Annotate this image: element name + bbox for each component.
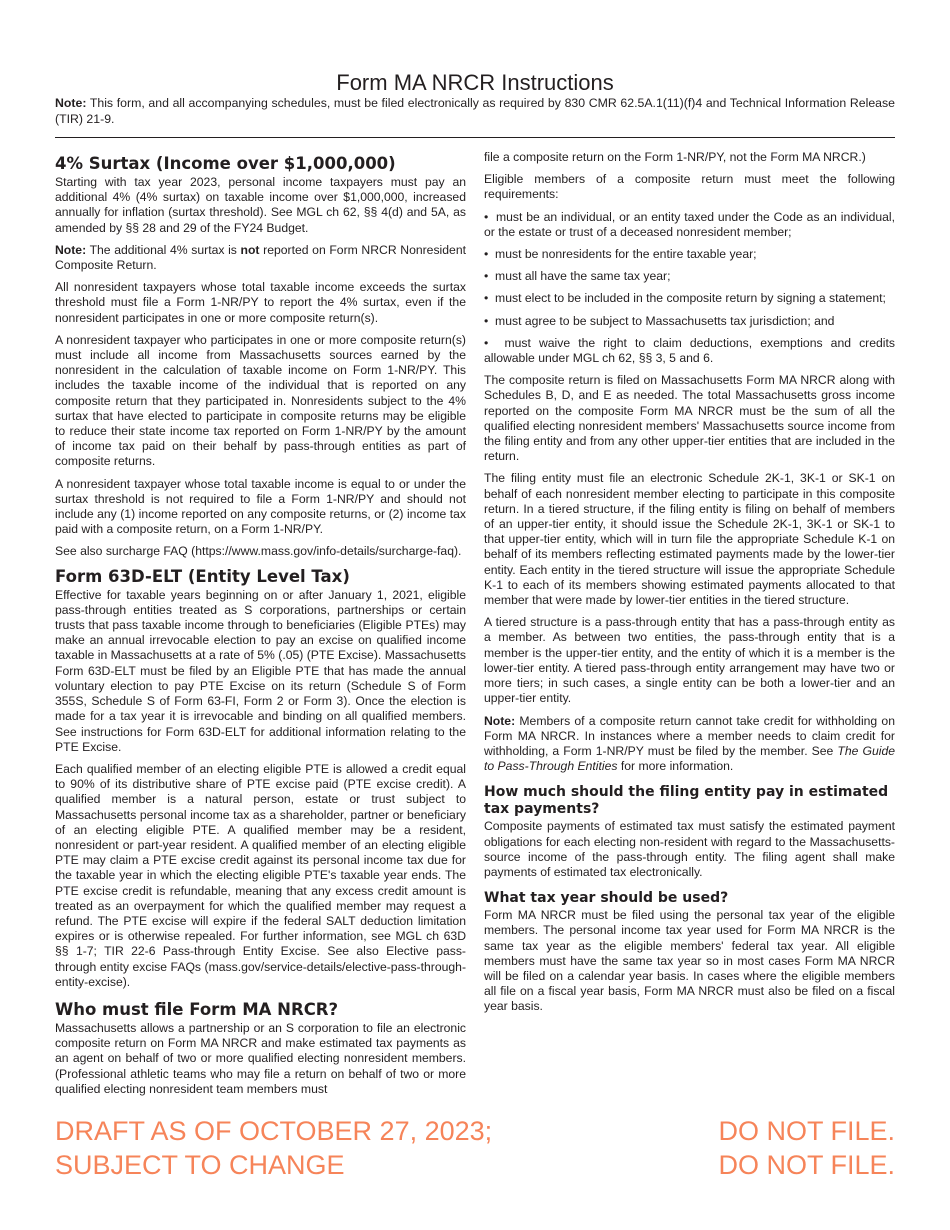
paragraph: All nonresident taxpayers whose total taxable income exceeds the surtax threshold must file a Form 1-NR/PY to report the 4% surtax, even if the nonresident participates in one or more composite return(s). (55, 280, 466, 325)
paragraph: A nonresident taxpayer who participates in one or more composite return(s) must include all income from Massachusetts sources earned by the nonresident in the calculation of taxable income on Form 1-NR/PY. This includes the taxable income of the individual that is reported on any composite return that they participated in. Nonresidents subject to the 4% surtax that have elected to participate in composite returns may be eligible to reduce their state income tax reported on Form 1-NR/PY by the amount of income tax paid on their behalf by pass-through entities as part of composite returns. (55, 332, 466, 469)
note-text: This form, and all accompanying schedules, must be filed electronically as required by 830 CMR 62.5A.1(11)(f)4 and Technical Information Release (TIR) 21-9. (55, 96, 895, 126)
paragraph: Each qualified member of an electing eligible PTE is allowed a credit equal to 90% of its distributive share of PTE excise paid (PTE excise credit). A qualified member is a natural person, estate or trust subject to Massachusetts personal income tax as a shareholder, partner or beneficiary of an electing eligible PTE. A qualified member may be a resident, nonresident or part-year resident. A qualified member of an electing eligible PTE may claim a PTE excise credit against its personal income tax due for the taxable year in which the electing eligible PTE's taxable year ends. The PTE excise credit is refundable, meaning that any excess credit amount is treated as an overpayment for which the qualified member may request a refund. The PTE excise will expire if the federal SALT deduction limitation expires or is otherwise repealed. For further information, see MGL ch 63D §§ 1-7; TIR 22-6 Pass-through Entity Excise. See also Elective pass-through entity excise FAQs (mass.gov/service-details/elective-pass-through-entity-excise). (55, 761, 466, 989)
section-heading-surtax: 4% Surtax (Income over $1,000,000) (55, 154, 396, 173)
paragraph: file a composite return on the Form 1-NR/PY, not the Form MA NRCR.) (484, 150, 866, 164)
bullet-text: must waive the right to claim deductions, exemptions and credits allowable under MGL ch 62, §§ 3, 5 and 6. (484, 335, 895, 366)
paragraph: A nonresident taxpayer whose total taxable income is equal to or under the surtax threshold is not required to file a Form 1-NR/PY and should not include any (1) income reported on any composite returns, or (2) income tax paid with a composite return, on a Form 1-NR/PY. (55, 476, 466, 537)
paragraph: See also surcharge FAQ (https://www.mass.gov/info-details/surcharge-faq). (55, 544, 462, 559)
text: for more information. (617, 759, 734, 774)
bullet-text: must be nonresidents for the entire taxable year; (495, 247, 757, 262)
bullet-item: • must be nonresidents for the entire taxable year; (484, 247, 757, 262)
section-heading-who-must-file: Who must file Form MA NRCR? (55, 999, 339, 1019)
paragraph: Composite payments of estimated tax must satisfy the estimated payment obligations for each electing non-resident with regard to the Massachusetts-source income of the pass-through entity. The filing agent shall make payments of estimated tax electronically. (484, 819, 895, 879)
note-label: Note: (55, 96, 87, 110)
bullet-text: must be an individual, or an entity taxed under the Code as an individual, or the estate or trust of a deceased nonresident member; (484, 209, 895, 239)
watermark-do-not-file-1: DO NOT FILE. (718, 1115, 895, 1146)
paragraph: Massachusetts allows a partnership or an S corporation to file an electronic composite return on Form MA NRCR and make estimated tax payments as an agent on behalf of two or more qualified electing nonresident members. (Professional athletic teams who may file a return on behalf of two or more qualified electing nonresident team members must (55, 1020, 466, 1096)
right-column (484, 150, 895, 1022)
bullet-text: must agree to be subject to Massachusetts tax jurisdiction; and (495, 313, 835, 328)
paragraph: Eligible members of a composite return must meet the following requirements: (484, 172, 895, 202)
watermark (55, 1114, 895, 1182)
paragraph: Effective for taxable years beginning on or after January 1, 2021, eligible pass-through entities treated as S corporations, partnerships or certain trusts that pass taxable income through to beneficiaries (Eligible PTEs) may make an annual irrevocable election to pay an excise on qualified income taxable in Massachusetts at a rate of 5% (.05) (PTE Excise). Massachusetts Form 63D-ELT must be filed by an Eligible PTE that has made the annual voluntary election to pay PTE Excise on its return (Schedule S of Form 355S, Schedule S of Form 63-FI, Form 2 or Form 3). Once the election is made for a tax year it is irrevocable and binding on all qualified members. See instructions for Form 63D-ELT for additional information relating to the PTE Excise. (55, 587, 466, 754)
bullet-item: • must waive the right to claim deductions, exemptions and credits allowable under MGL ch 62, §§ 3, 5 and 6. (484, 335, 895, 366)
section-heading-estimated-payments: How much should the filing entity pay in estimated tax payments? (484, 784, 889, 818)
divider (55, 137, 895, 138)
bullet-text: must elect to be included in the composite return by signing a statement; (495, 291, 886, 306)
note-paragraph (55, 243, 466, 273)
guide-title: The Guide to Pass-Through Entities (484, 743, 895, 774)
paragraph: A tiered structure is a pass-through entity that has a pass-through entity as a member. As between two entities, the pass-through entity that is a member is the upper-tier entity, and the entity of which it is a member is the lower-tier entity. A tiered pass-through entity arrangement may have two or more tiers; in such cases, a single entity can be both a lower-tier and an upper-tier entity. (484, 615, 895, 706)
section-heading-63d-elt: Form 63D-ELT (Entity Level Tax) (55, 566, 350, 586)
watermark-do-not-file-2: DO NOT FILE. (718, 1149, 895, 1180)
page-title: Form MA NRCR Instructions (336, 70, 614, 95)
left-column (55, 150, 466, 1104)
text: The additional 4% surtax is (86, 242, 241, 257)
note-paragraph (484, 714, 895, 775)
section-heading-tax-year: What tax year should be used? (484, 890, 729, 907)
paragraph: The filing entity must file an electronic Schedule 2K-1, 3K-1 or SK-1 on behalf of each nonresident member electing to participate in this composite return. In a tiered structure, if the filing entity is filing on behalf of members of an upper-tier entity, it should issue the Schedule 2K-1, 3K-1 or SK-1 to that upper-tier entity, which will in turn file the appropriate Schedule K-1 on behalf of its members reflecting estimated payments made by the lower-tier entity. Each entity in the tiered structure will issue the appropriate Schedule K-1 to each of its members showing estimated payments allocated to that member that were made by lower-tier entities in the tiered structure. (484, 471, 895, 608)
bullet-text: must all have the same tax year; (495, 269, 671, 284)
text: Members of a composite return cannot take credit for withholding on Form MA NRCR. In instances where a member needs to claim credit for withholding, a Form 1-NR/PY must be filed by the member. See (484, 713, 895, 758)
columns (55, 150, 895, 1104)
bullet-item: • must all have the same tax year; (484, 269, 671, 284)
watermark-subject-to-change: SUBJECT TO CHANGE (55, 1149, 345, 1180)
bullet-item: • must elect to be included in the composite return by signing a statement; (484, 291, 886, 306)
watermark-draft-date: DRAFT AS OF OCTOBER 27, 2023; (55, 1115, 493, 1146)
note-label: Note: (55, 242, 87, 257)
paragraph: The composite return is filed on Massachusetts Form MA NRCR along with Schedules B, D, and E as needed. The total Massachusetts gross income reported on the composite Form MA NRCR must be the sum of all the qualified electing nonresident members' Massachusetts source income from the filing entity and from any other upper-tier entities that are included in the return. (484, 373, 895, 464)
watermark-row (55, 1114, 895, 1148)
bullet-item: • must agree to be subject to Massachusetts tax jurisdiction; and (484, 313, 835, 328)
emphasis: not (240, 242, 260, 257)
paragraph: Form MA NRCR must be filed using the personal tax year of the eligible members. The personal income tax year used for Form MA NRCR is the same tax year as the eligible members' federal tax year. All eligible members must have the same tax year so in most cases Form MA NRCR will be filed on a calendar year basis. In cases where the eligible members all file on a fiscal year basis, Form MA NRCR must also be filed on a fiscal year basis. (484, 908, 895, 1014)
note-label: Note: (484, 713, 516, 728)
paragraph: Starting with tax year 2023, personal income taxpayers must pay an additional 4% (4% surtax) on taxable income over $1,000,000, increased annually for inflation (surtax threshold). See MGL ch 62, §§ 4(d) and 5A, as amended by §§ 28 and 29 of the FY24 Budget. (55, 175, 466, 235)
bullet-item: • must be an individual, or an entity taxed under the Code as an individual, or the estate or trust of a deceased nonresident member; (484, 209, 895, 239)
watermark-row (55, 1148, 895, 1182)
text: reported on Form NRCR Nonresident Composite Return. (55, 242, 466, 273)
top-note (55, 96, 895, 127)
